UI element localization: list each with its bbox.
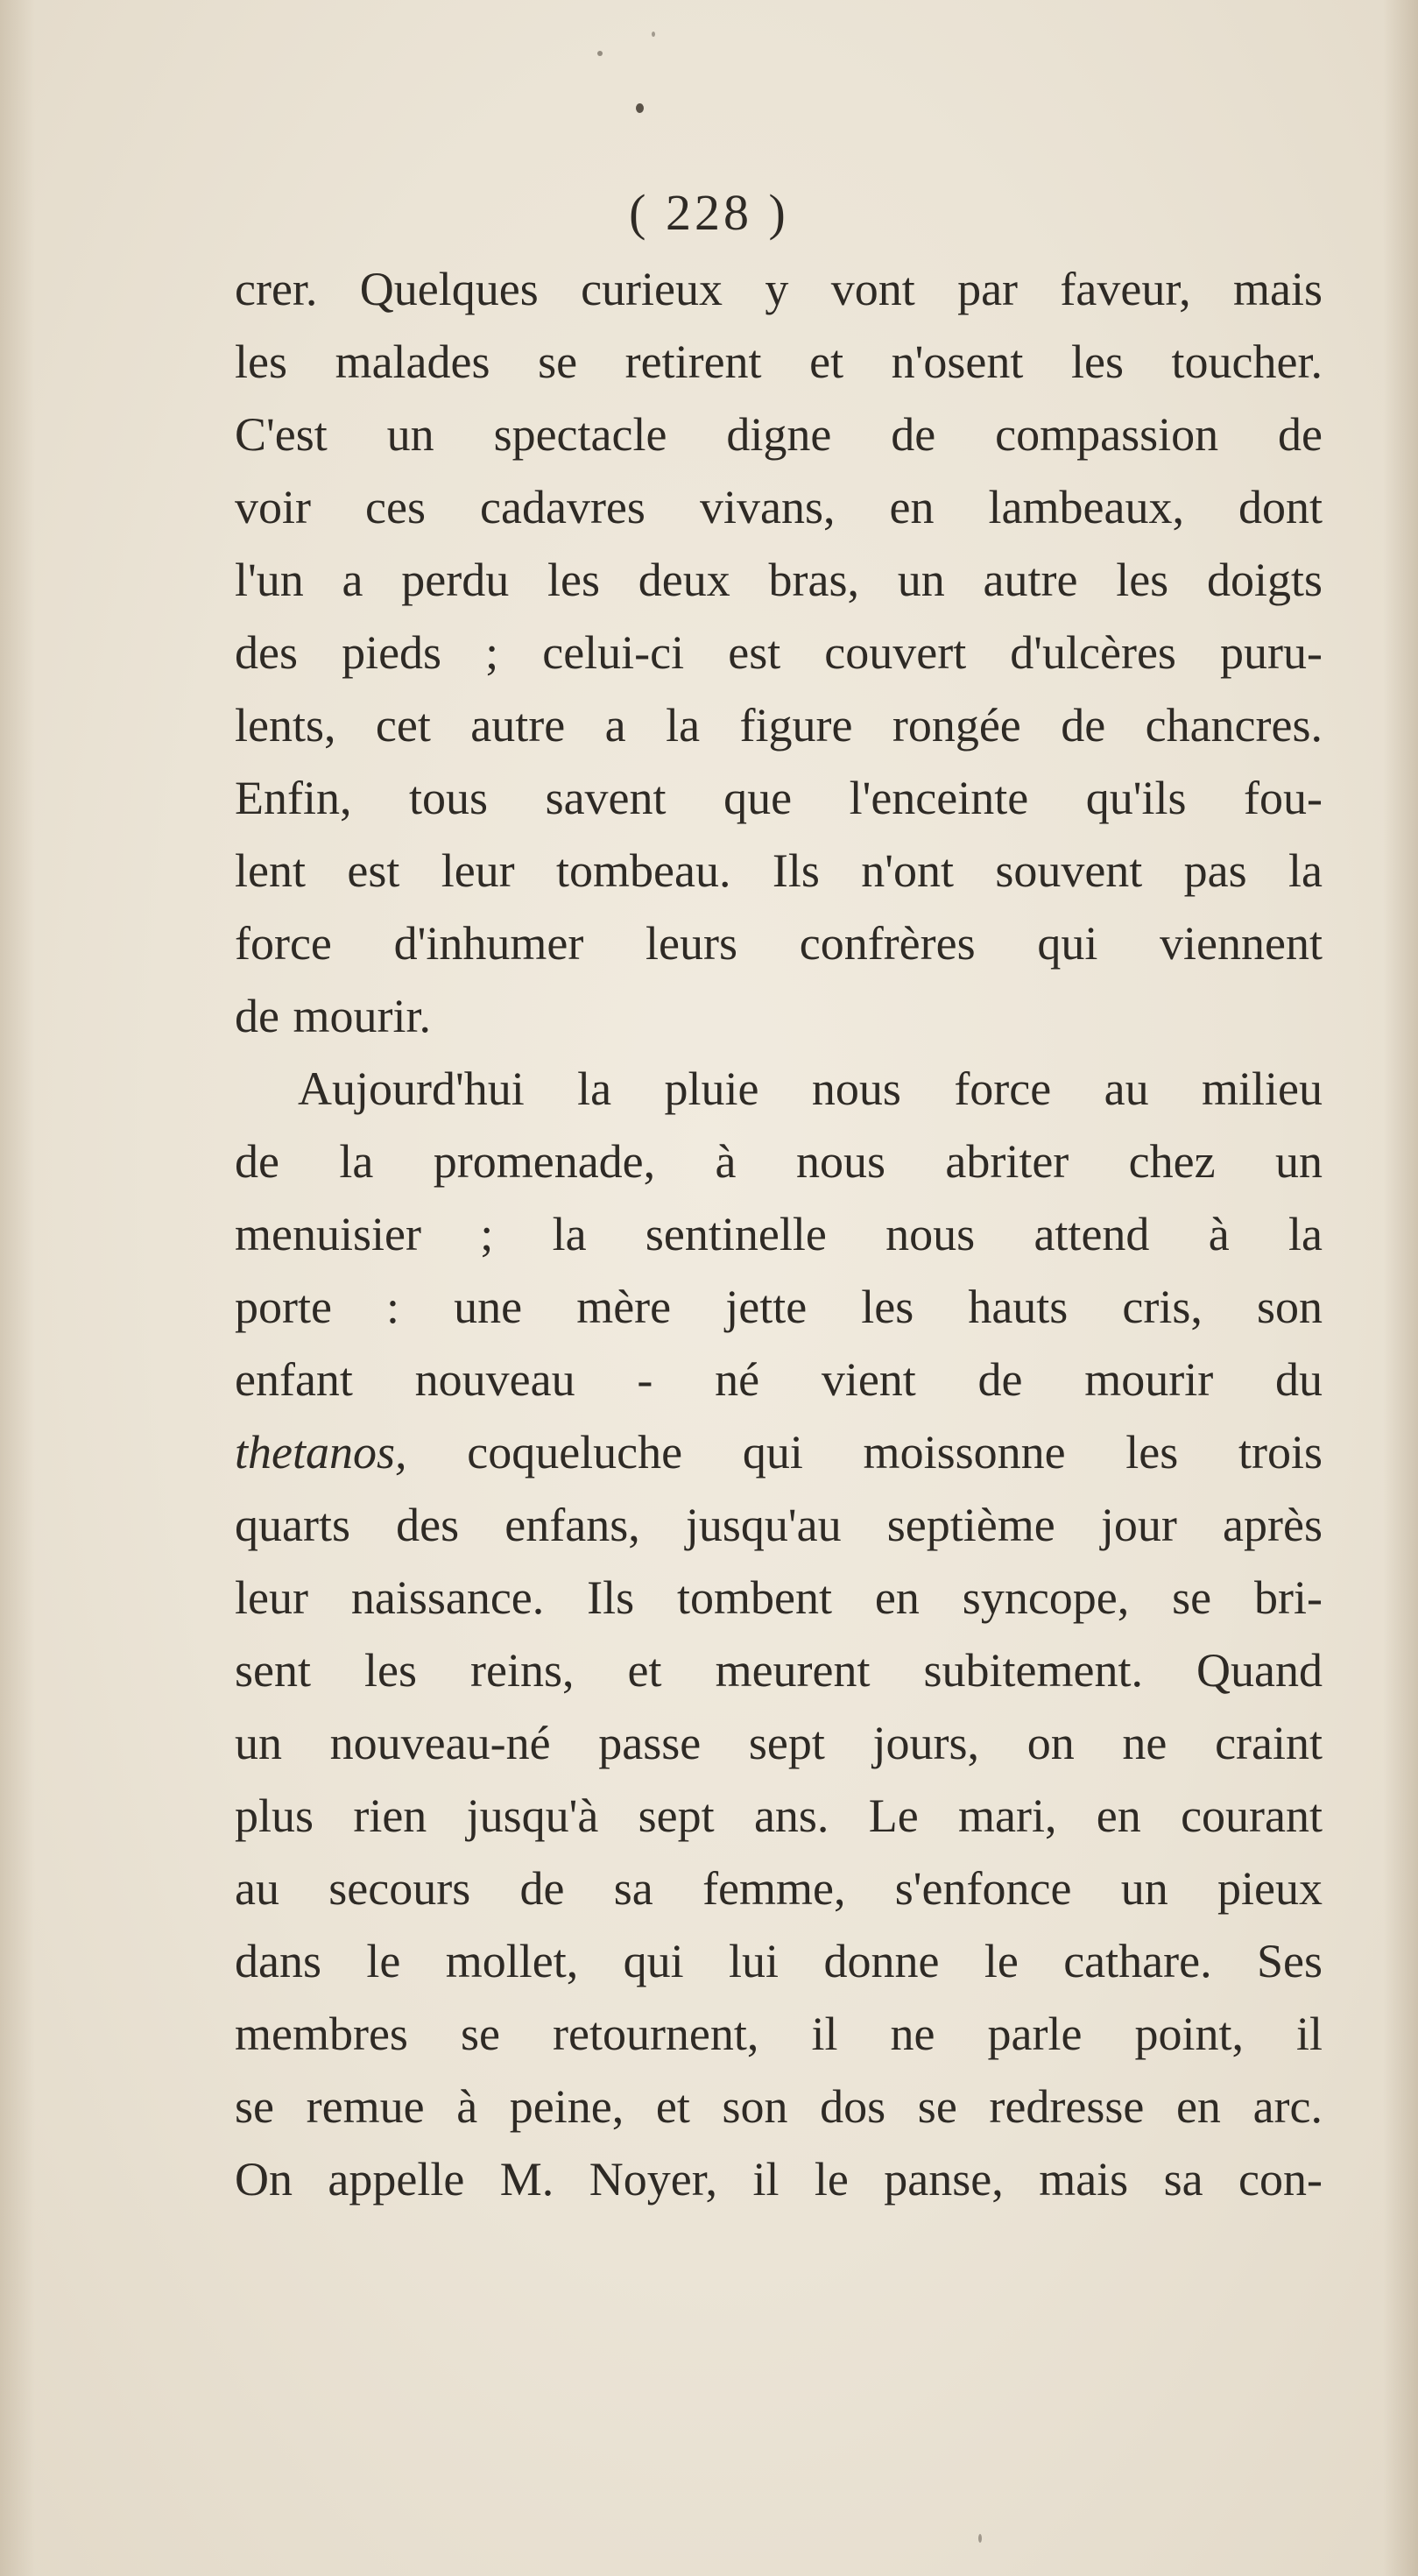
text-line-paragraph-start: Aujourd'hui la pluie nous force au milieu (298, 1062, 1323, 1115)
text-line: au secours de sa femme, s'enfonce un pieux (235, 1862, 1323, 1915)
text-line: voir ces cadavres vivans, en lambeaux, dont (235, 481, 1323, 533)
text-line: de la promenade, à nous abriter chez un (235, 1135, 1323, 1188)
page-number: ( 228 ) (629, 184, 789, 241)
text-line: crer. Quelques curieux y vont par faveur, mais (235, 263, 1323, 315)
text-line: leur naissance. Ils tombent en syncope, se bri- (235, 1571, 1323, 1624)
text-line-with-italic (235, 1416, 1323, 1489)
text-line: se remue à peine, et son dos se redresse en arc. (235, 2080, 1323, 2133)
text-line: porte : une mère jette les hauts cris, son (235, 1281, 1323, 1333)
text-line: Enfin, tous savent que l'enceinte qu'ils fou- (235, 772, 1323, 824)
italic-term: thetanos, (235, 1426, 407, 1479)
text-line: un nouveau-né passe sept jours, on ne craint (235, 1717, 1323, 1769)
page-right-shadow (1383, 0, 1418, 2576)
body-text (235, 253, 1323, 2216)
page-left-shadow (0, 0, 35, 2576)
ink-speck (978, 2534, 982, 2543)
text-line: menuisier ; la sentinelle nous attend à la (235, 1208, 1323, 1260)
text-line: les malades se retirent et n'osent les toucher. (235, 335, 1323, 388)
text-line: On appelle M. Noyer, il le panse, mais sa con- (235, 2153, 1323, 2205)
text-line: quarts des enfans, jusqu'au septième jour après (235, 1499, 1323, 1551)
text-line-rest: coqueluche qui moissonne les trois (467, 1426, 1323, 1479)
ink-speck (636, 103, 644, 113)
text-line: plus rien jusqu'à sept ans. Le mari, en courant (235, 1789, 1323, 1842)
ink-speck (652, 32, 655, 37)
text-line: dans le mollet, qui lui donne le cathare. Ses (235, 1935, 1323, 1987)
text-line: de mourir. (235, 990, 431, 1042)
text-line: enfant nouveau - né vient de mourir du (235, 1353, 1323, 1406)
text-line: des pieds ; celui-ci est couvert d'ulcères puru- (235, 626, 1323, 679)
text-line: lents, cet autre a la figure rongée de chancres. (235, 699, 1323, 752)
text-line: force d'inhumer leurs confrères qui viennent (235, 917, 1323, 970)
text-line: sent les reins, et meurent subitement. Quand (235, 1644, 1323, 1697)
text-line: l'un a perdu les deux bras, un autre les doigts (235, 554, 1323, 606)
text-line: C'est un spectacle digne de compassion de (235, 408, 1323, 461)
ink-speck (597, 51, 603, 56)
text-line: membres se retournent, il ne parle point, il (235, 2008, 1323, 2060)
text-line: lent est leur tombeau. Ils n'ont souvent pas la (235, 844, 1323, 897)
